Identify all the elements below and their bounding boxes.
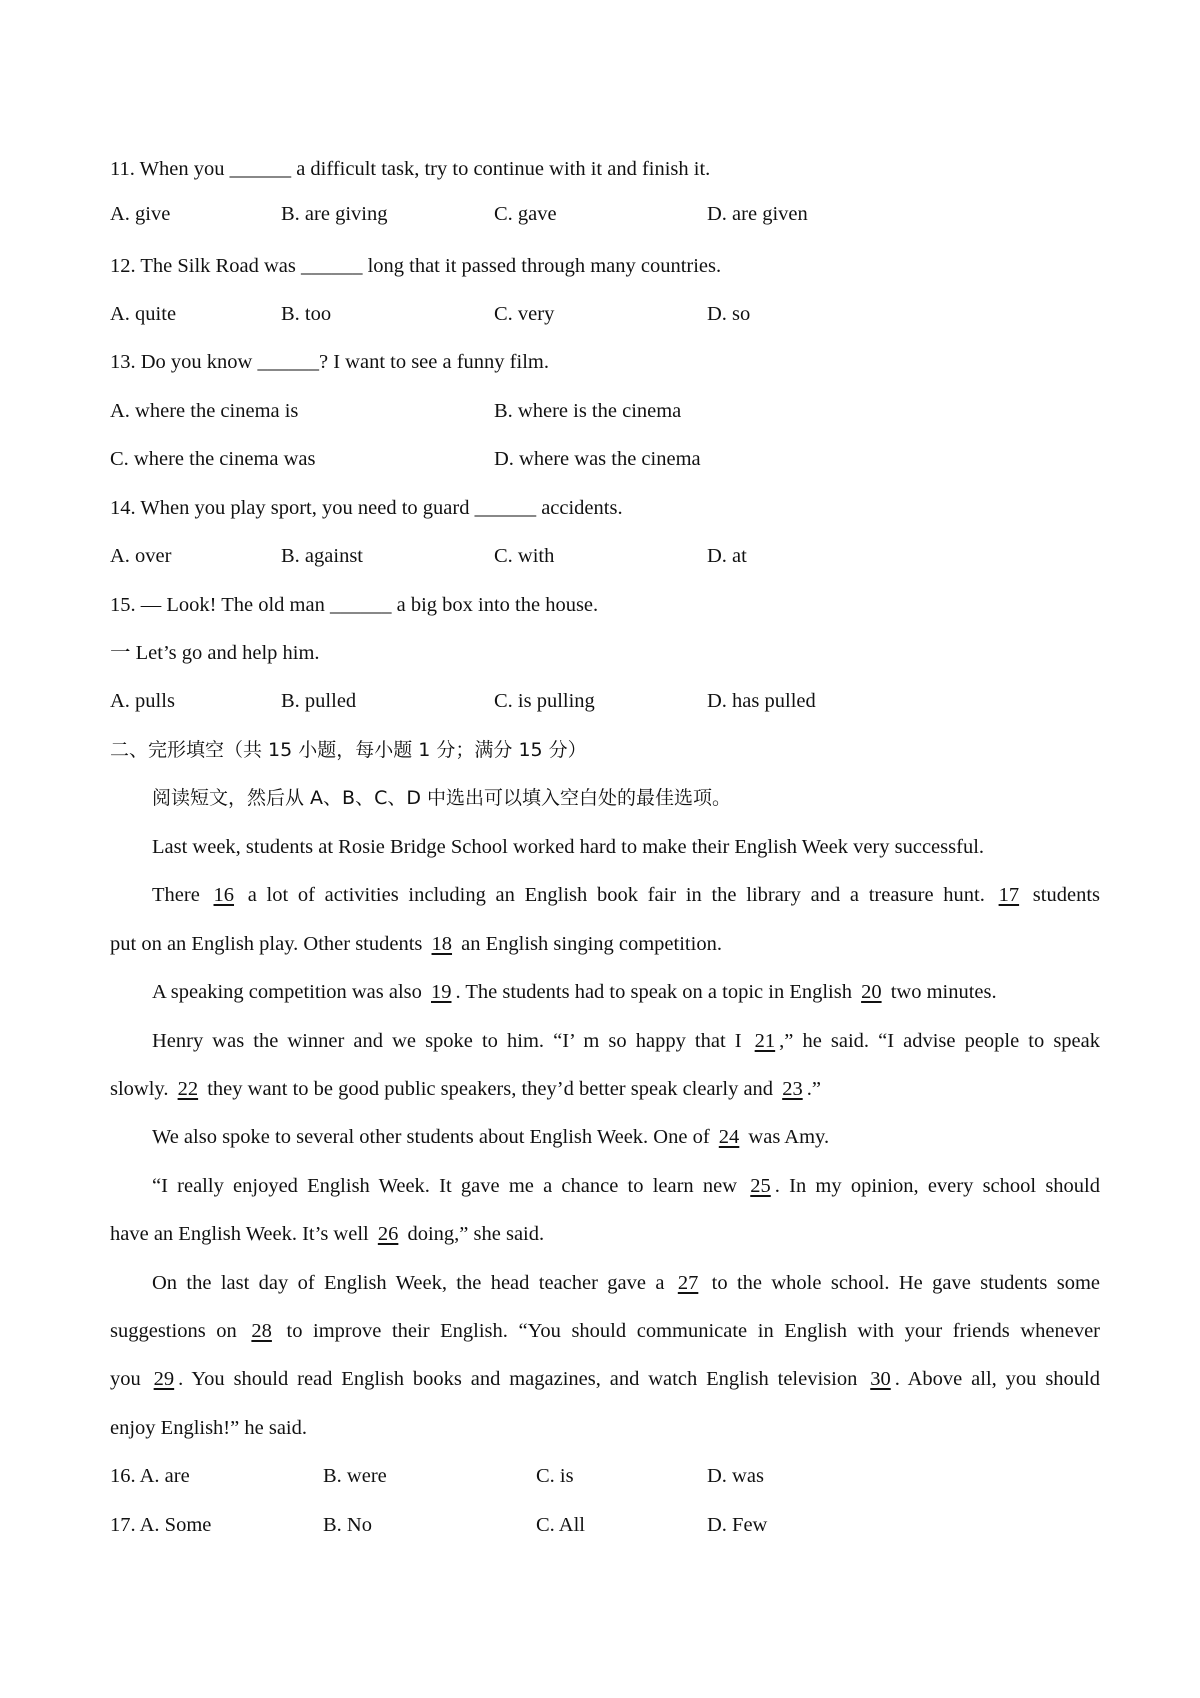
q11-option-b: B. are giving	[281, 203, 388, 225]
question-13-stem: 13. Do you know ______? I want to see a funny film.	[110, 351, 549, 373]
q11-option-a: A. give	[110, 203, 171, 225]
blank-19: 19	[431, 981, 452, 1003]
blank-17: 17	[998, 884, 1020, 906]
q15-option-b: B. pulled	[281, 690, 357, 712]
blank-27: 27	[677, 1272, 699, 1294]
blank-25: 25	[750, 1175, 771, 1197]
q17-option-c: C. All	[536, 1514, 585, 1536]
q17-option-a: 17. A. Some	[110, 1514, 212, 1536]
passage-paragraph-7-line-3: you 29 . You should read English books and magazines, and watch English television 30 . Above all, you should	[110, 1368, 1101, 1390]
blank-20: 20	[861, 981, 882, 1003]
q15-option-a: A. pulls	[110, 690, 175, 712]
q13-option-d: D. where was the cinema	[494, 448, 701, 470]
passage-paragraph-7-line-1: On the last day of English Week, the head teacher gave a 27 to the whole school. He gave students some	[152, 1272, 1100, 1294]
q16-option-c: C. is	[536, 1465, 574, 1487]
blank-22: 22	[177, 1078, 199, 1100]
q11-option-c: C. gave	[494, 203, 557, 225]
passage-paragraph-4-line-1: Henry was the winner and we spoke to him. “I’ m so happy that I 21 ,” he said. “I advise people to speak	[152, 1030, 1100, 1052]
q16-option-d: D. was	[707, 1465, 764, 1487]
passage-paragraph-2-line-1: There 16 a lot of activities including an English book fair in the library and a treasure hunt. 17 students	[152, 884, 1101, 906]
blank-29: 29	[153, 1368, 175, 1390]
q16-option-a: 16. A. are	[110, 1465, 190, 1487]
passage-paragraph-4-line-2: slowly. 22 they want to be good public speakers, they’d better speak clearly and 23 .”	[110, 1078, 821, 1100]
blank-28: 28	[251, 1320, 272, 1342]
blank-16: 16	[213, 884, 235, 906]
question-12-stem: 12. The Silk Road was ______ long that it passed through many countries.	[110, 255, 722, 277]
q12-option-a: A. quite	[110, 303, 177, 325]
q11-option-d: D. are given	[707, 203, 808, 225]
blank-23: 23	[782, 1078, 803, 1100]
q13-option-c: C. where the cinema was	[110, 448, 316, 470]
blank-24: 24	[718, 1126, 740, 1148]
section-instruction: 阅读短文，然后从 A、B、C、D 中选出可以填入空白处的最佳选项。	[152, 787, 732, 809]
q13-option-b: B. where is the cinema	[494, 400, 682, 422]
q15-option-c: C. is pulling	[494, 690, 595, 712]
section-heading: 二、完形填空（共 15 小题，每小题 1 分；满分 15 分）	[110, 739, 587, 761]
q13-option-a: A. where the cinema is	[110, 400, 299, 422]
passage-paragraph-5: We also spoke to several other students about English Week. One of 24 was Amy.	[152, 1126, 830, 1148]
passage-paragraph-7-line-4: enjoy English!” he said.	[110, 1417, 307, 1439]
q12-option-c: C. very	[494, 303, 555, 325]
blank-30: 30	[870, 1368, 891, 1390]
q17-option-b: B. No	[323, 1514, 372, 1536]
q12-option-d: D. so	[707, 303, 751, 325]
passage-paragraph-6-line-1: “I really enjoyed English Week. It gave me a chance to learn new 25 . In my opinion, every school should	[152, 1175, 1100, 1197]
passage-paragraph-6-line-2: have an English Week. It’s well 26 doing,” she said.	[110, 1223, 545, 1245]
q12-option-b: B. too	[281, 303, 332, 325]
passage-paragraph-2-line-2: put on an English play. Other students 18 an English singing competition.	[110, 933, 722, 955]
q14-option-d: D. at	[707, 545, 747, 567]
q14-option-a: A. over	[110, 545, 172, 567]
question-11-stem: 11. When you ______ a difficult task, try to continue with it and finish it.	[110, 158, 711, 180]
question-15-stem: 15. — Look! The old man ______ a big box into the house.	[110, 594, 599, 616]
q17-option-d: D. Few	[707, 1514, 768, 1536]
blank-26: 26	[377, 1223, 399, 1245]
q16-option-b: B. were	[323, 1465, 387, 1487]
question-14-stem: 14. When you play sport, you need to guard ______ accidents.	[110, 497, 623, 519]
q14-option-c: C. with	[494, 545, 555, 567]
blank-21: 21	[754, 1030, 776, 1052]
blank-18: 18	[431, 933, 453, 955]
q14-option-b: B. against	[281, 545, 363, 567]
passage-paragraph-7-line-2: suggestions on 28 to improve their English. “You should communicate in English with your friends whenever	[110, 1320, 1100, 1342]
passage-paragraph-3: A speaking competition was also 19 . The students had to speak on a topic in English 20 two minutes.	[152, 981, 997, 1003]
question-15-reply: 一 Let’s go and help him.	[110, 642, 320, 664]
passage-paragraph-1: Last week, students at Rosie Bridge School worked hard to make their English Week very successful.	[152, 836, 985, 858]
q15-option-d: D. has pulled	[707, 690, 816, 712]
